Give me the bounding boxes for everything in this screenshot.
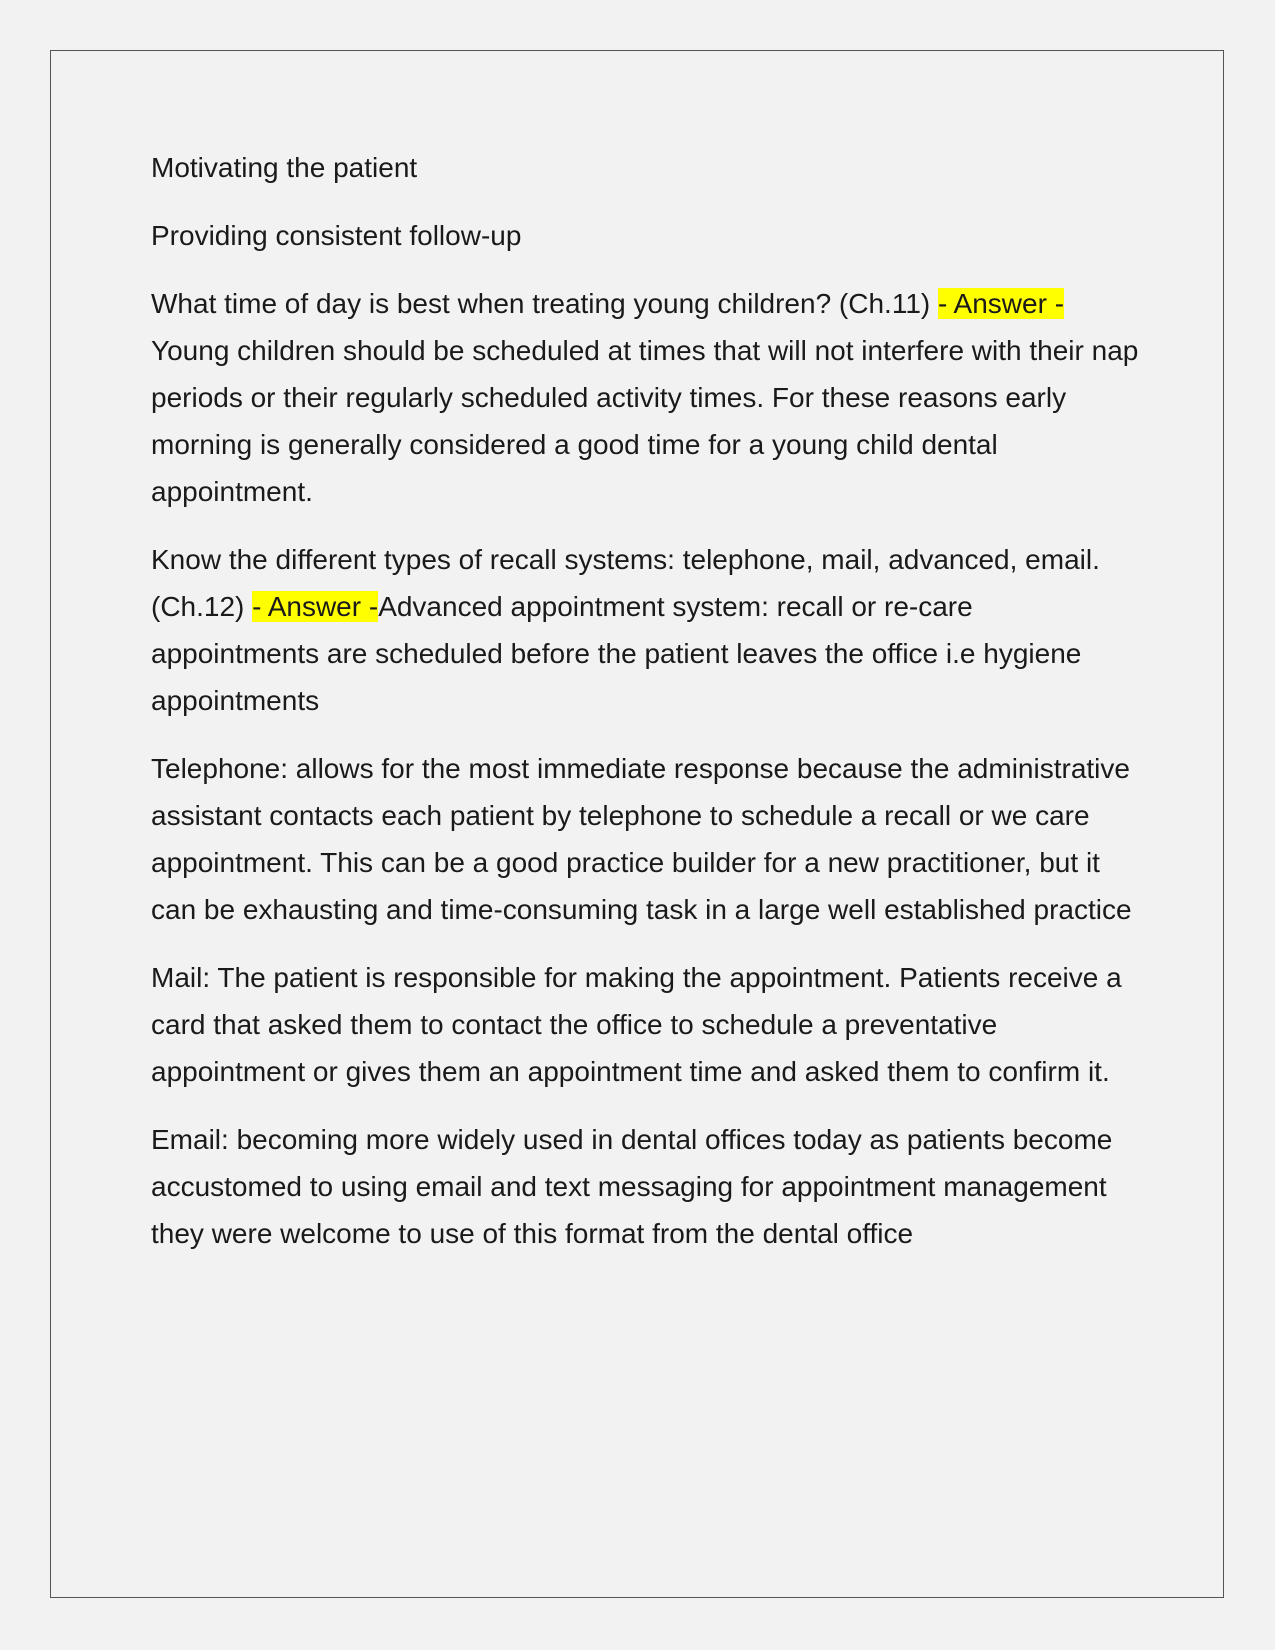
answer-marker-highlight: - Answer - [252, 591, 379, 622]
question-text: What time of day is best when treating young children? (Ch.11) [151, 288, 938, 319]
heading-follow-up: Providing consistent follow-up [151, 220, 522, 251]
answer-text: Advanced appointment system: recall or re-care appointments are scheduled before the patient leaves the office i.e hygiene appointments [151, 591, 1082, 716]
qa-paragraph-time-of-day [151, 280, 1141, 515]
qa-paragraph-recall-systems [151, 536, 1141, 724]
paragraph-email: Email: becoming more widely used in dental offices today as patients become accustomed to using email and text messaging for appointment management they were welcome to use of this format from the dental office [151, 1124, 1113, 1249]
paragraph-mail: Mail: The patient is responsible for making the appointment. Patients receive a card that asked them to contact the office to schedule a preventative appointment or gives them an appointment time and asked them to confirm it. [151, 962, 1122, 1087]
heading-motivating: Motivating the patient [151, 152, 418, 183]
answer-text: Young children should be scheduled at times that will not interfere with their nap periods or their regularly scheduled activity times. For these reasons early morning is generally considered a good time for a young child dental appointment. [151, 335, 1139, 507]
question-text: Know the different types of recall systems: telephone, mail, advanced, email. (Ch.12) [151, 544, 1100, 622]
document-body [151, 144, 1141, 1278]
answer-marker-highlight: - Answer - [938, 288, 1065, 319]
paragraph-telephone: Telephone: allows for the most immediate response because the administrative assistant contacts each patient by telephone to schedule a recall or we care appointment. This can be a good practice builder for a new practitioner, but it can be exhausting and time-consuming task in a large well established practice [151, 753, 1132, 925]
